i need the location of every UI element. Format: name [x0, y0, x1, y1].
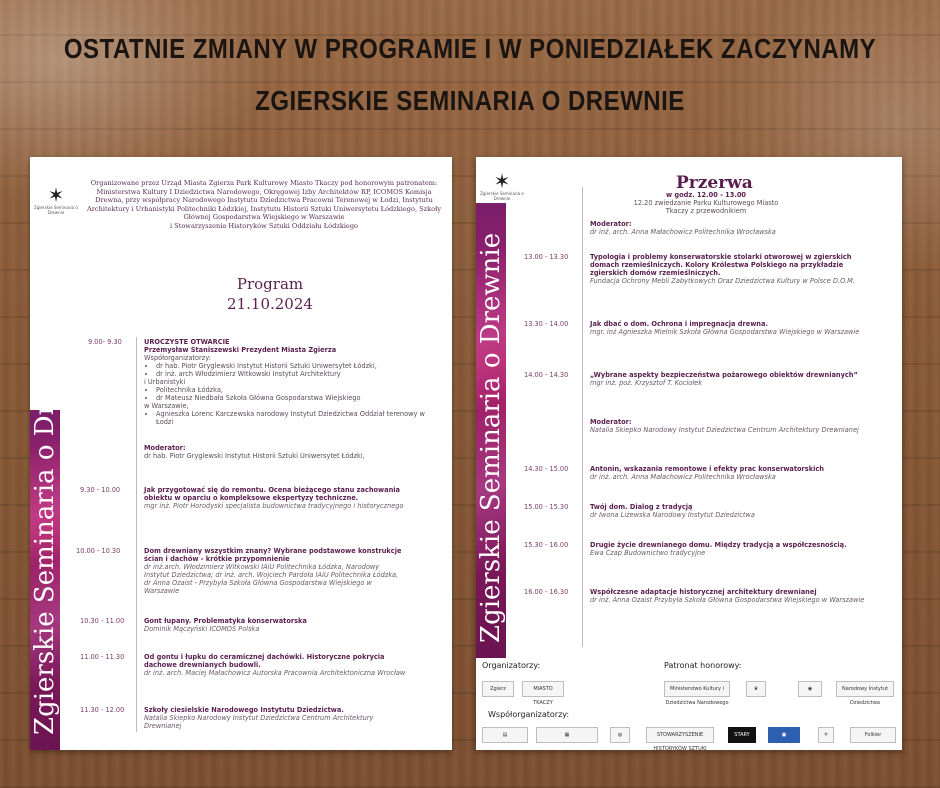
icomos-logo — [798, 681, 822, 697]
ribbon-title: Zgierskie Seminaria o Drewnie — [476, 232, 506, 643]
slot-title: Typologia i problemy konserwatorskie stolarki otworowej w zgierskich domach rzemieślniczych. Kolory Królestwa Polskiego na przykładzie zgierskich domów rzemieślniczych. — [590, 253, 852, 277]
slot-entry — [144, 547, 406, 595]
program-label: Program — [236, 275, 304, 293]
slot-opening — [144, 338, 444, 460]
blue-box-icon: ▣ — [781, 732, 787, 738]
slot-title: „Wybrane aspekty bezpieczeństwa pożarowego obiektów drewnianych” — [590, 371, 858, 379]
seminar-logo — [34, 185, 78, 215]
slot-speaker: dr inż. Anna Ozaist Przybyła Szkoła Główna Gospodarstwa Wiejskiego w Warszawie — [590, 596, 865, 604]
list-item: • dr Mateusz Niedbała Szkoła Główna Gospodarstwa Wiejskiego — [156, 394, 444, 402]
list-item: • dr inż. arch Włodzimierz Witkowski Instytut Architektury — [156, 370, 444, 378]
slot-speaker: mgr. inż Agnieszka Mielnik Szkoła Główna Gospodarstwa Wiejskiego w Warszawie — [590, 328, 860, 336]
co-organizers-label: Współorganizatorzy: — [144, 354, 211, 362]
star-logo-icon: ✶ — [493, 169, 511, 193]
moderator-name: Natalia Skiepko Narodowy Instytut Dziedzictwa Centrum Architektury Drewnianej — [590, 426, 859, 434]
timeline-line — [136, 337, 137, 732]
institute-icon: ▦ — [564, 732, 570, 738]
intro-text — [86, 179, 442, 231]
list-continuation: i Urbanistyki — [144, 378, 186, 386]
slot-speaker: Ewa Czap Budownictwo tradycyjne — [590, 549, 706, 557]
co-organizer-logo-7 — [818, 727, 834, 743]
slot-time: 14.30 - 15.00 — [524, 465, 569, 473]
slot-time: 13.00 - 13.30 — [524, 253, 569, 261]
slot-entry — [144, 617, 406, 633]
slot-time: 9.00- 9.30 — [88, 338, 122, 346]
break-time: w godz. 12.00 - 13.00 — [665, 191, 747, 199]
slot-title: Szkoły ciesielskie Narodowego Instytutu Dziedzictwa. — [144, 706, 344, 714]
university-icon: ▤ — [502, 732, 508, 738]
icomos-icon: ◉ — [807, 686, 813, 692]
co-organizer-logo-1 — [482, 727, 528, 743]
slot-title: Współczesne adaptacje historycznej architektury drewnianej — [590, 588, 817, 596]
slot-speaker: dr inż.arch. Włodzimierz Witkowski IAiU Politechnika Łódzka, Narodowy Instytut Dziedzictwa; dr inż. arch. Wojciech Pardoła IAiU Politechnika Łódzka, dr Anna Ozaist - Przybyła Szkoła Główna Gospodarstwa Wiejskiego w Warszawie — [144, 563, 399, 595]
list-item: • Agnieszka Lorenc Karczewska narodowy Instytut Dziedzictwa Oddział terenowy w Łodzi — [156, 410, 444, 426]
moderator-label: Moderator: — [590, 418, 632, 426]
slot-title: Twój dom. Dialog z tradycją — [590, 503, 693, 511]
list-item: • Politechnika Łódzka, — [156, 386, 444, 394]
moderator-name: dr hab. Piotr Gryglewski Instytut Historii Sztuki Uniwersytet Łódzki, — [144, 452, 365, 460]
intro-last-line: i Stowarzyszenia Historyków Sztuki Oddziału Łódzkiego — [169, 221, 359, 230]
slot-time: 15.30 - 16.00 — [524, 541, 569, 549]
slot-entry — [590, 465, 880, 481]
slot-entry — [144, 706, 406, 730]
logo-text: Zgierskie Seminaria o Drewnie — [480, 191, 524, 201]
right-ribbon — [476, 203, 506, 658]
slot-time: 16.00 - 16.30 — [524, 588, 569, 596]
eagle-logo — [746, 681, 766, 697]
slot-time: 11.30 - 12.00 — [80, 706, 125, 714]
slot-speaker: Natalia Skiepko Narodowy Instytut Dziedzictwa Centrum Architektury Drewnianej — [144, 714, 374, 730]
break-description: 12.20 zwiedzanie Parku Kulturowego Miasto Tkaczy z przewodnikiem — [633, 199, 779, 215]
slot-entry — [144, 486, 404, 510]
slot-title: Jak dbać o dom. Ochrona i impregnacja drewna. — [590, 320, 768, 328]
miasto-tkaczy-logo: MIASTO TKACZY — [522, 681, 564, 697]
slot-time: 9.30 - 10.00 — [80, 486, 121, 494]
program-date: 21.10.2024 — [227, 295, 313, 313]
sh-sztuki-logo: STOWARZYSZENIE HISTORYKÓW SZTUKI — [646, 727, 714, 743]
nid-logo: Narodowy Instytut Dziedzictwa — [836, 681, 894, 697]
seal-icon: ◍ — [617, 732, 623, 738]
moderator-block — [590, 418, 874, 434]
slot-speaker: dr inż. arch. Maciej Małachowicz Autorska Pracownia Architektoniczna Wrocław — [144, 669, 406, 677]
slot-time: 11.00 - 11.30 — [80, 653, 125, 661]
slot-title: UROCZYSTE OTWARCIE — [144, 338, 230, 346]
ribbon-title: Zgierskie Seminaria o Drewnie — [30, 324, 60, 735]
logo-text: Zgierskie Seminaria o Drewnie — [34, 205, 78, 215]
slot-title: Od gontu i łupku do ceramicznej dachówki. Historyczne pokrycia dachowe drewnianych budowli. — [144, 653, 385, 669]
co-organizer-logo-3 — [610, 727, 630, 743]
co-organizers-list — [144, 386, 444, 402]
slot-title: Jak przygotować się do remontu. Ocena bieżącego stanu zachowania obiektu w oparciu o kompleksowe ekspertyzy techniczne. — [144, 486, 400, 502]
slot-speaker: mgr inż. Piotr Horodyski specjalista budownictwa tradycyjnego i historycznego — [144, 502, 404, 510]
slot-time: 10.30 - 11.00 — [80, 617, 125, 625]
list-item: • dr hab. Piotr Gryglewski Instytut Historii Sztuki Uniwersytet Łódzki, — [156, 362, 444, 370]
slot-entry — [590, 320, 874, 336]
slot-entry — [144, 653, 414, 677]
timeline-line — [582, 187, 583, 647]
star-logo-icon: ✶ — [47, 183, 65, 207]
co-organizer-logo-6 — [768, 727, 800, 743]
co-organizers-list — [144, 410, 444, 426]
break-info — [626, 191, 786, 215]
co-organizers-label: Współorganizatorzy: — [488, 710, 570, 719]
moderator-label: Moderator: — [144, 444, 186, 452]
headline-line-1: OSTATNIE ZMIANY W PROGRAMIE I W PONIEDZIAŁEK ZACZYNAMY — [63, 33, 877, 65]
slot-speaker: mgr inż. poż. Krzysztof T. Kociołek — [590, 379, 703, 387]
slot-time: 15.00 - 15.30 — [524, 503, 569, 511]
slot-speaker: dr inż. arch. Anna Małachowicz Politechnika Wrocławska — [590, 473, 776, 481]
slot-title: Dom drewniany wszystkim znany? Wybrane podstawowe konstrukcje ścian i dachów - krótkie przypomnienie — [144, 547, 402, 563]
moderator-block — [590, 220, 870, 236]
slot-time: 10.00 - 10.30 — [76, 547, 121, 555]
program-heading — [180, 274, 360, 314]
list-continuation: w Warszawie, — [144, 402, 189, 410]
slot-entry — [590, 371, 874, 387]
seminar-logo — [480, 171, 524, 201]
slot-speaker: Fundacja Ochrony Mebli Zabytkowych Oraz Dziedzictwa Kultury w Polsce D.O.M. — [590, 277, 855, 285]
left-poster — [30, 157, 452, 750]
headline-line-2: ZGIERSKIE SEMINARIA O DREWNIE — [255, 85, 685, 117]
moderator-name: dr inż. arch. Anna Małachowicz Politechnika Wrocławska — [590, 228, 776, 236]
slot-time: 14.00 - 14.30 — [524, 371, 569, 379]
left-ribbon — [30, 324, 60, 750]
slot-title: Antonin, wskazania remontowe i efekty prac konserwatorskich — [590, 465, 824, 473]
slot-entry — [590, 503, 874, 519]
co-organizer-logo-2 — [536, 727, 598, 743]
slot-time: 13.30 - 14.00 — [524, 320, 569, 328]
stary-mlyn-logo: STARY MŁYN — [728, 727, 756, 743]
slot-entry — [590, 541, 874, 557]
break-title: Przerwa — [676, 173, 753, 193]
slot-speaker: dr Iwona Liżewska Narodowy Instytut Dziedzictwa — [590, 511, 755, 519]
slot-entry — [590, 253, 874, 285]
slot-title: Gont łupany. Problematyka konserwatorska — [144, 617, 307, 625]
moderator-label: Moderator: — [590, 220, 632, 228]
slot-speaker: Przemysław Staniszewski Prezydent Miasta Zgierza — [144, 346, 337, 354]
organizers-label: Organizatorzy: — [482, 661, 541, 670]
zgierz-logo: Zgierz — [482, 681, 514, 697]
folkier-logo: Folkier — [850, 727, 896, 743]
intro-paragraph: Organizowane przez Urząd Miasta Zgierza Park Kulturowy Miasto Tkaczy pod honorowym patronatem: Ministerstwa Kultury I Dziedzictwa Narodowego, Okręgowej Izby Architektów RP, ICOMOS Komisja Drewna, przy współpracy Narodowego Instytutu Dziedzictwa Pracowni Terenowej w Łodzi, Instytutu Architektury i Urbanistyki Politechniki Łódzkiej, Instytutu Historii Sztuki Uniwersytetu Łódzkiego, Szkoły Głównej Gospodarstwa Wiejskiego w Warszawie — [87, 179, 441, 222]
eagle-icon: ♛ — [753, 686, 759, 692]
right-poster — [476, 157, 902, 750]
co-organizers-list — [144, 362, 444, 378]
patronage-label: Patronat honorowy: — [664, 661, 742, 670]
crest-icon: ⚜ — [823, 732, 829, 738]
ministry-logo: Ministerstwo Kultury i Dziedzictwa Narodowego — [664, 681, 730, 697]
slot-entry — [590, 588, 880, 604]
slot-title: Drugie życie drewnianego domu. Między tradycją a współczesnością. — [590, 541, 847, 549]
slot-speaker: Dominik Mączyński ICOMOS Polska — [144, 625, 260, 633]
